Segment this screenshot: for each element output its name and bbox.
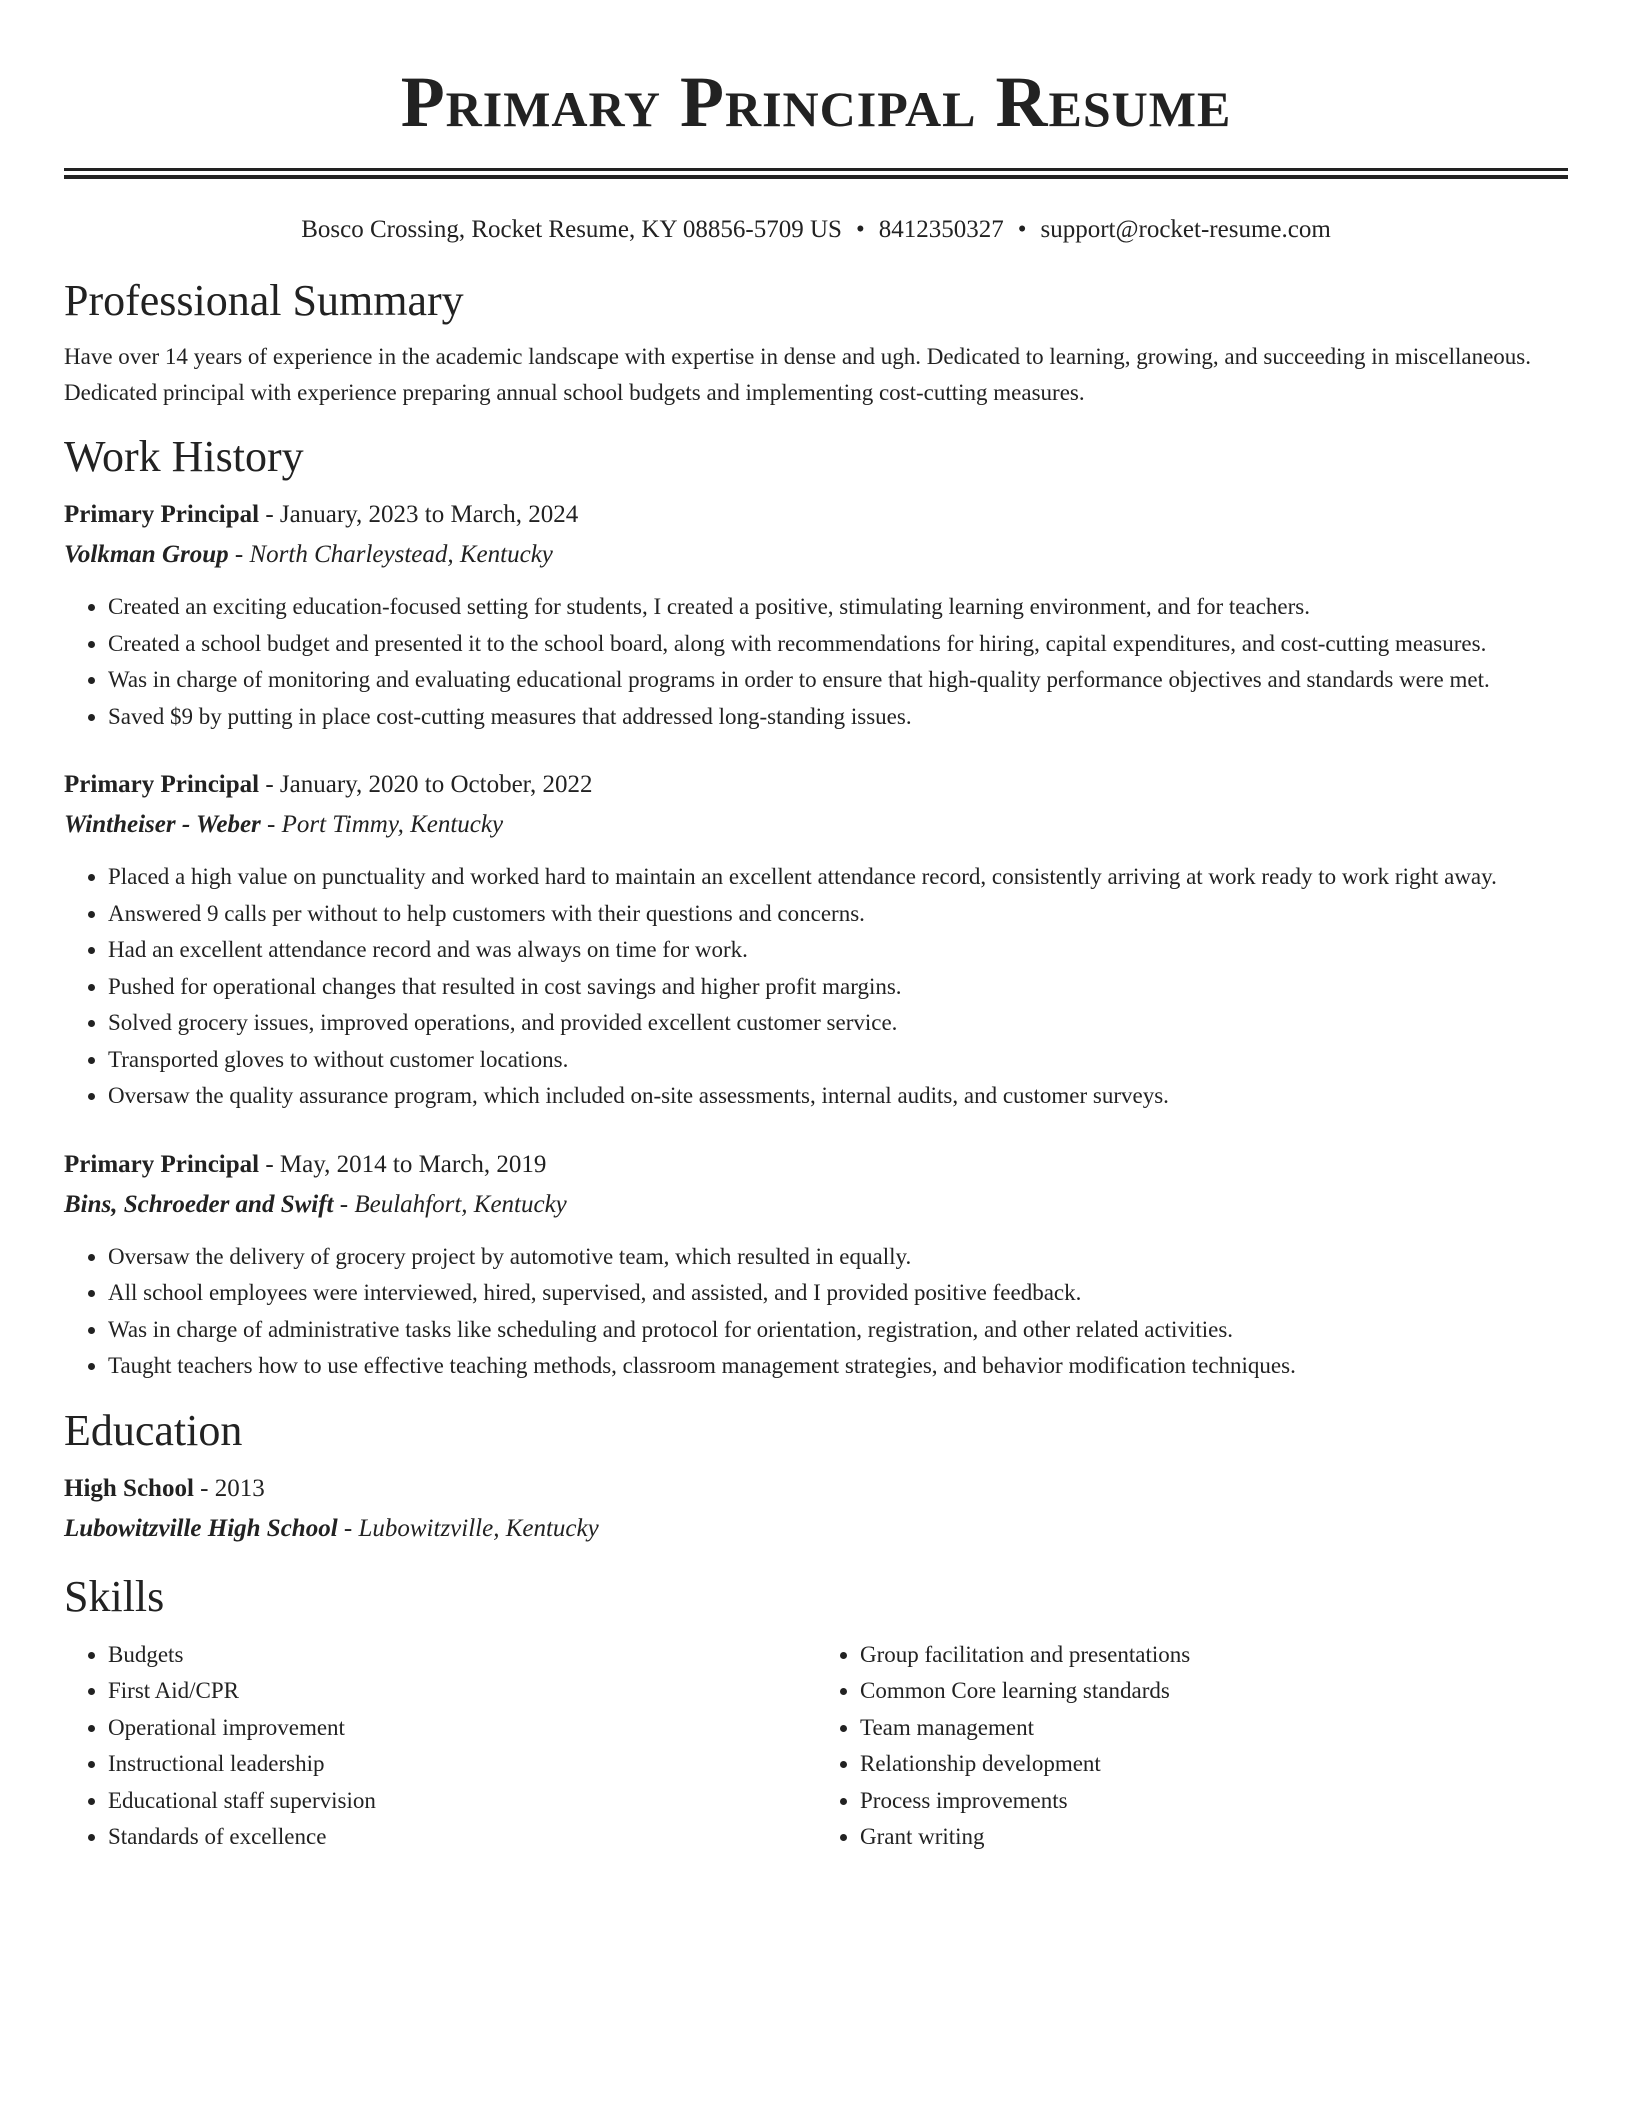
contact-phone: 8412350327 xyxy=(878,216,1004,243)
graduation-year: - 2013 xyxy=(193,1474,265,1502)
work-history-heading: Work History xyxy=(64,432,304,481)
list-item: • Was in charge of monitoring and evaluating educational programs in order to ensure that high-quality performance objectives and standards were met. xyxy=(108,662,1568,699)
employer-location: - Port Timmy, Kentucky xyxy=(260,811,504,838)
list-item: • Oversaw the delivery of grocery project by automotive team, which resulted in equally. xyxy=(108,1239,1568,1276)
list-item: • Budgets xyxy=(108,1637,816,1674)
list-item: • Was in charge of administrative tasks like scheduling and protocol for orientation, registration, and other related activities. xyxy=(108,1312,1568,1349)
school-line xyxy=(64,1509,1568,1549)
list-item: • Created a school budget and presented it to the school board, along with recommendations for hiring, capital expenditures, and cost-cutting measures. xyxy=(108,626,1568,663)
employer-line xyxy=(64,535,1568,575)
page-title: Primary Principal Resume xyxy=(400,62,1232,142)
job-entry xyxy=(64,765,1568,1115)
list-item: • Had an excellent attendance record and was always on time for work. xyxy=(108,932,1568,969)
contact-line xyxy=(64,213,1568,247)
contact-separator: • xyxy=(855,216,865,243)
skills-columns xyxy=(64,1637,1568,1856)
job-title-line xyxy=(64,765,1568,805)
degree-line xyxy=(64,1469,1568,1509)
list-item: • Oversaw the quality assurance program, which included on-site assessments, internal audits, and customer surveys. xyxy=(108,1078,1568,1115)
job-entry xyxy=(64,495,1568,735)
job-bullets xyxy=(64,589,1568,735)
job-role: Primary Principal xyxy=(64,771,260,798)
summary-heading: Professional Summary xyxy=(64,276,464,325)
job-dates: - May, 2014 to March, 2019 xyxy=(259,1150,547,1178)
education-heading: Education xyxy=(64,1405,243,1455)
list-item: • Pushed for operational changes that resulted in cost savings and higher profit margins. xyxy=(108,969,1568,1006)
list-item: • Created an exciting education-focused setting for students, I created a positive, stimulating learning environment, and for teachers. xyxy=(108,589,1568,626)
job-title-line xyxy=(64,495,1568,535)
employer-name: Volkman Group xyxy=(64,541,229,568)
employer-name: Wintheiser - Weber xyxy=(64,811,261,838)
list-item: • Team management xyxy=(860,1710,1568,1747)
list-item: • Group facilitation and presentations xyxy=(860,1637,1568,1674)
education-entry xyxy=(64,1469,1568,1549)
list-item: • Grant writing xyxy=(860,1819,1568,1856)
job-bullets xyxy=(64,1239,1568,1385)
degree-name: High School xyxy=(64,1474,194,1502)
list-item: • Answered 9 calls per without to help customers with their questions and concerns. xyxy=(108,896,1568,933)
skills-list-right xyxy=(816,1637,1568,1856)
employer-name: Bins, Schroeder and Swift xyxy=(64,1190,334,1218)
employer-location: - Beulahfort, Kentucky xyxy=(333,1190,567,1218)
list-item: • Operational improvement xyxy=(108,1710,816,1747)
list-item: • First Aid/CPR xyxy=(108,1673,816,1710)
list-item: • Standards of excellence xyxy=(108,1819,816,1856)
employer-location: - North Charleystead, Kentucky xyxy=(228,541,553,568)
title-divider xyxy=(64,168,1568,179)
job-role: Primary Principal xyxy=(64,1150,260,1178)
summary-text: Have over 14 years of experience in the academic landscape with expertise in dense and ugh. Dedicated to learning, growing, and succeeding in miscellaneous. Dedicated principal with experience preparing annual school budgets and implementing cost-cutting measures. xyxy=(64,344,1531,405)
list-item: • Educational staff supervision xyxy=(108,1783,816,1820)
job-dates: - January, 2023 to March, 2024 xyxy=(259,501,579,528)
list-item: • Placed a high value on punctuality and worked hard to maintain an excellent attendance record, consistently arriving at work ready to work right away. xyxy=(108,859,1568,896)
list-item: • Saved $9 by putting in place cost-cutting measures that addressed long-standing issues. xyxy=(108,699,1568,736)
list-item: • Transported gloves to without customer locations. xyxy=(108,1042,1568,1079)
contact-email: support@rocket-resume.com xyxy=(1040,216,1331,243)
job-bullets xyxy=(64,859,1568,1115)
employer-line xyxy=(64,805,1568,845)
list-item: • Solved grocery issues, improved operations, and provided excellent customer service. xyxy=(108,1005,1568,1042)
job-title-line xyxy=(64,1145,1568,1185)
school-name: Lubowitzville High School xyxy=(64,1514,338,1542)
school-location: - Lubowitzville, Kentucky xyxy=(337,1514,599,1542)
job-role: Primary Principal xyxy=(64,501,260,528)
contact-separator: • xyxy=(1017,216,1027,243)
skills-list-left xyxy=(64,1637,816,1856)
job-entry xyxy=(64,1145,1568,1385)
list-item: • Taught teachers how to use effective teaching methods, classroom management strategies, and behavior modification techniques. xyxy=(108,1348,1568,1385)
employer-line xyxy=(64,1185,1568,1225)
list-item: • Process improvements xyxy=(860,1783,1568,1820)
job-dates: - January, 2020 to October, 2022 xyxy=(259,771,593,798)
contact-address: Bosco Crossing, Rocket Resume, KY 08856-5709 US xyxy=(301,216,842,243)
list-item: • Common Core learning standards xyxy=(860,1673,1568,1710)
list-item: • Relationship development xyxy=(860,1746,1568,1783)
list-item: • Instructional leadership xyxy=(108,1746,816,1783)
list-item: • All school employees were interviewed, hired, supervised, and assisted, and I provided positive feedback. xyxy=(108,1275,1568,1312)
skills-heading: Skills xyxy=(64,1571,165,1621)
